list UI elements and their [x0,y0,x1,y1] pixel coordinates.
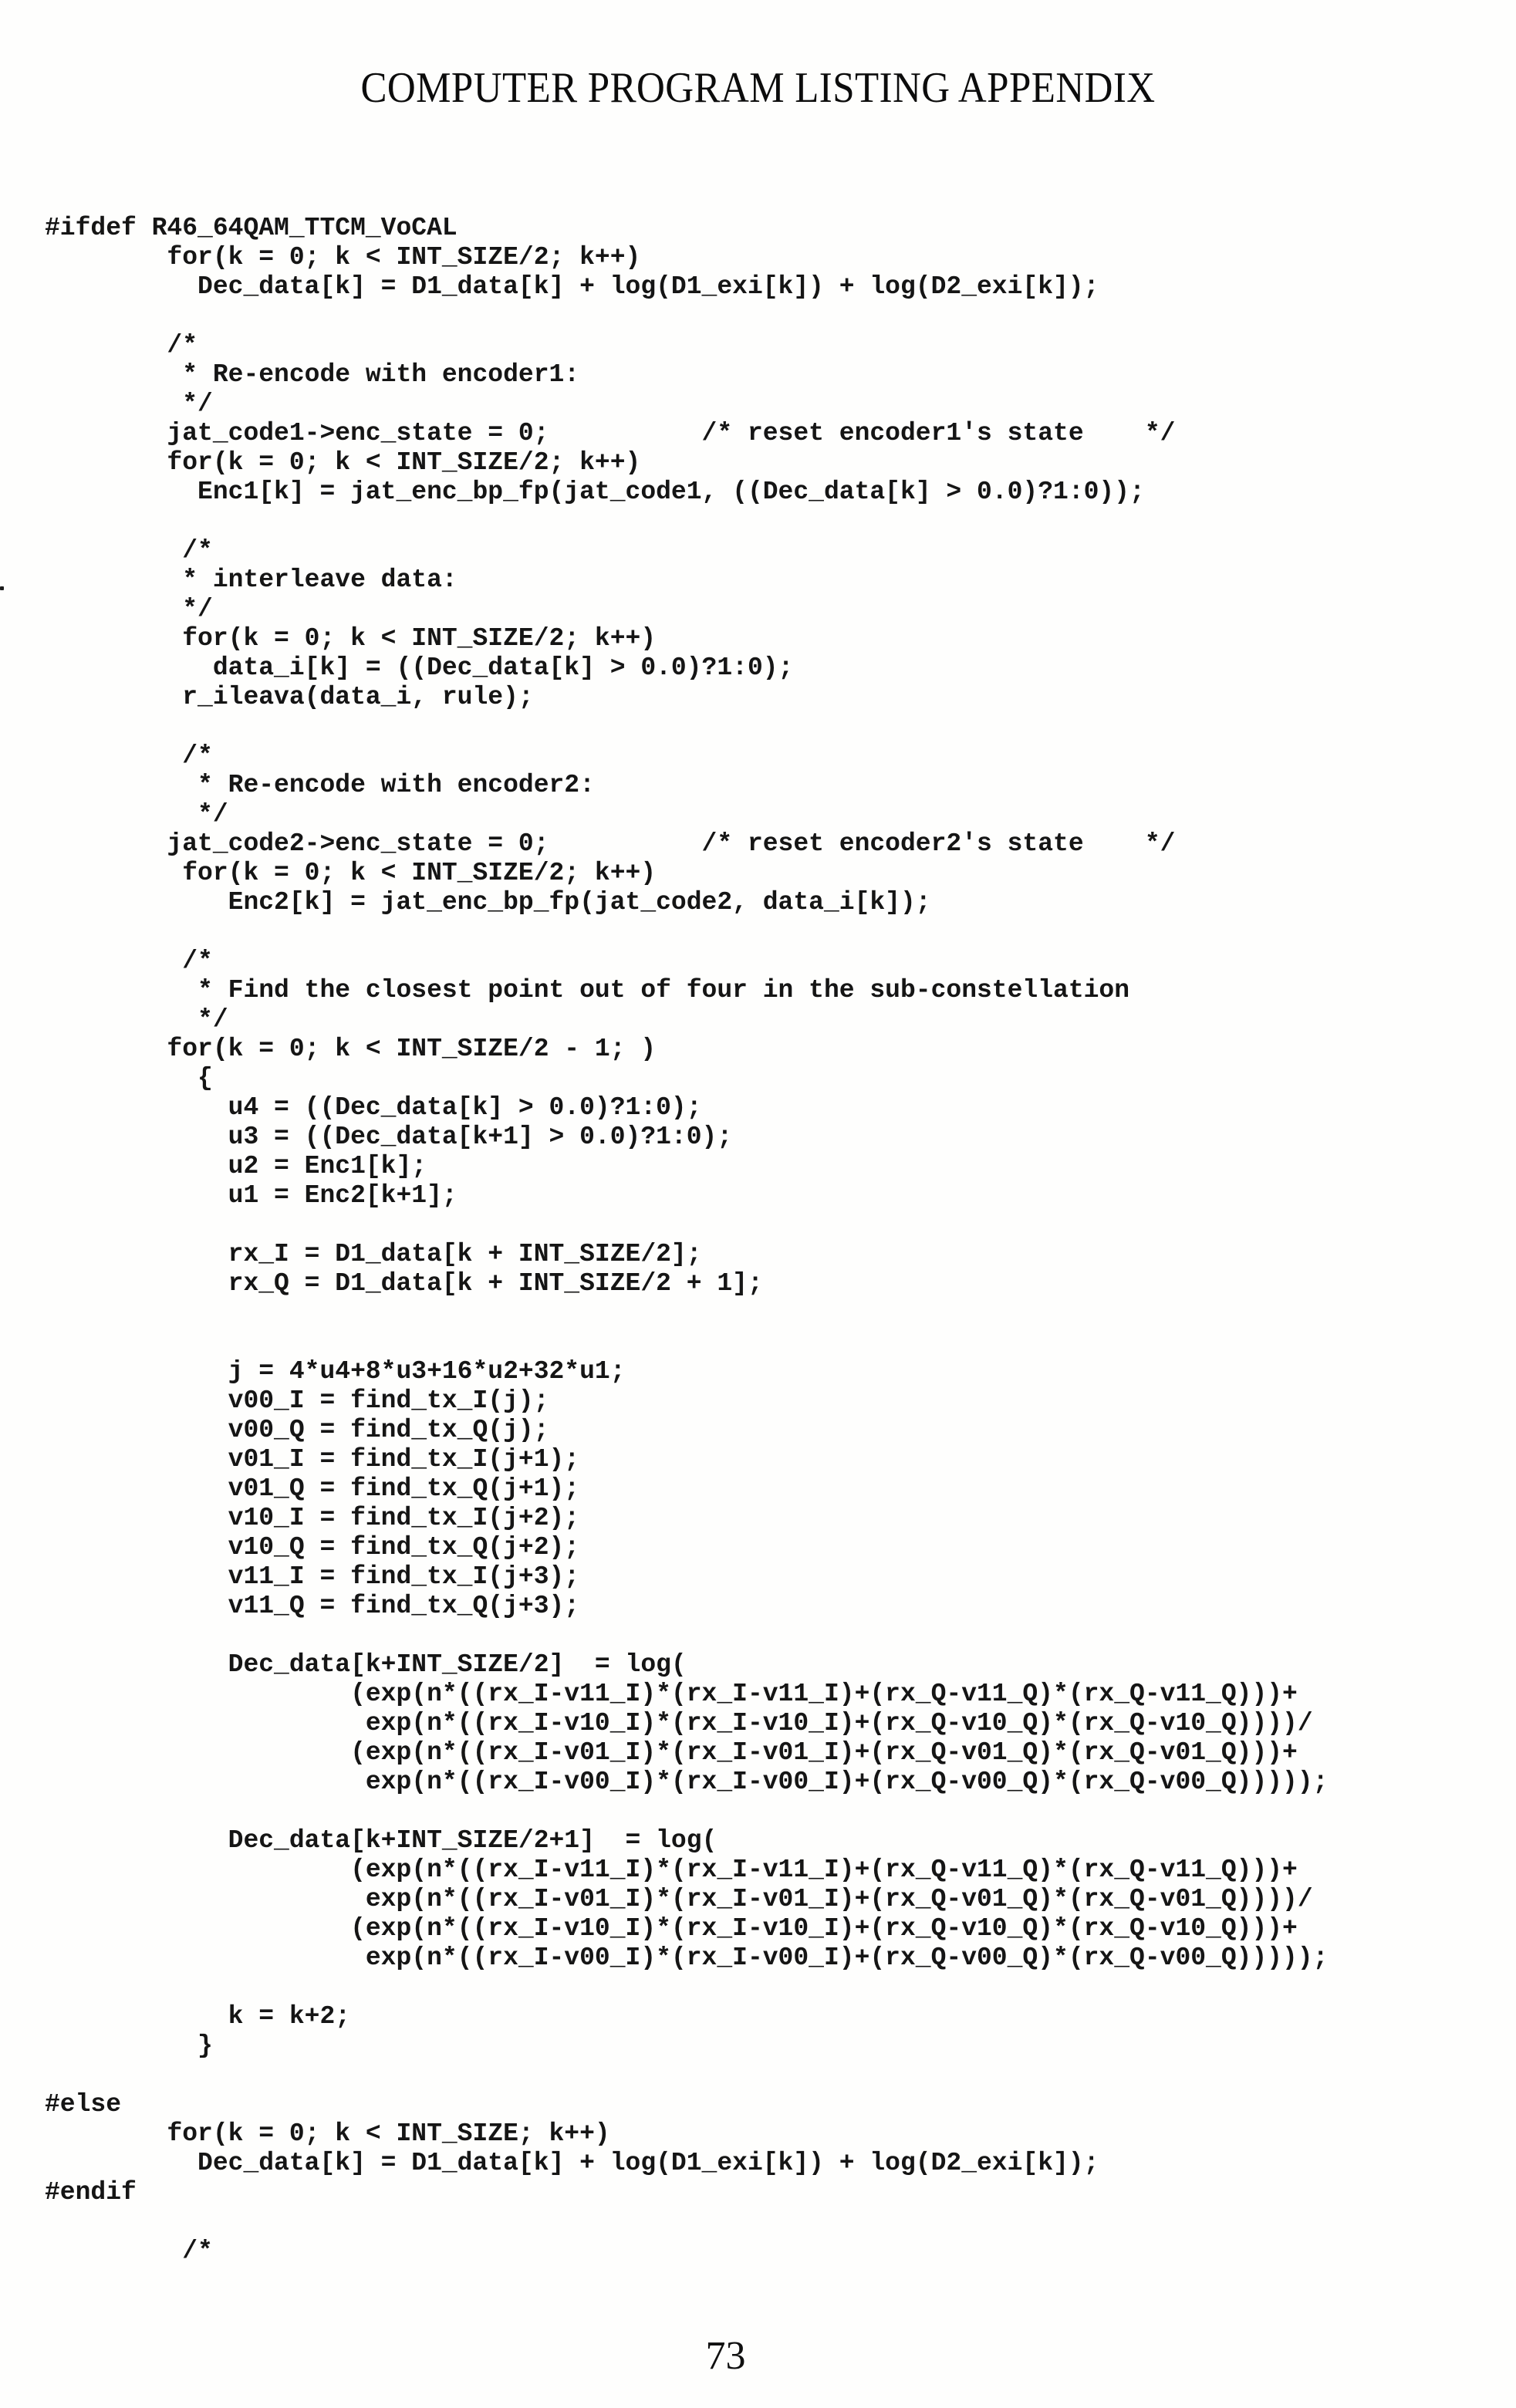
page-number: 73 [705,2334,746,2378]
scan-artifact-dot [0,586,4,590]
page-title: COMPUTER PROGRAM LISTING APPENDIX [360,64,1156,112]
code-listing: #ifdef R46_64QAM_TTCM_VoCAL for(k = 0; k < INT_SIZE/2; k++) Dec_data[k] = D1_data[k] + log(D1_exi[k]) + log(D2_exi[k]); /* * Re-encode with encoder1: */ jat_code1->enc_state = 0; /* reset encoder1's state */ for(k = 0; k < INT_SIZE/2; k++) Enc1[k] = jat_enc_bp_fp(jat_code1, ((Dec_data[k] > 0.0)?1:0)); /* * interleave data: */ for(k = 0; k < INT_SIZE/2; k++) data_i[k] = ((Dec_data[k] > 0.0)?1:0); r_ileava(data_i, rule); /* * Re-encode with encoder2: */ jat_code2->enc_state = 0; /* reset encoder2's state */ for(k = 0; k < INT_SIZE/2; k++) Enc2[k] = jat_enc_bp_fp(jat_code2, data_i[k]); /* * Find the closest point out of four in the sub-constellation */ for(k = 0; k < INT_SIZE/2 - 1; ) { u4 = ((Dec_data[k] > 0.0)?1:0); u3 = ((Dec_data[k+1] > 0.0)?1:0); u2 = Enc1[k]; u1 = Enc2[k+1]; rx_I = D1_data[k + INT_SIZE/2]; rx_Q = D1_data[k + INT_SIZE/2 + 1]; j = 4*u4+8*u3+16*u2+32*u1; v00_I = find_tx_I(j); v00_Q = find_tx_Q(j); v01_I = find_tx_I(j+1); v01_Q = find_tx_Q(j+1); v10_I = find_tx_I(j+2); v10_Q = find_tx_Q(j+2); v11_I = find_tx_I(j+3); v11_Q = find_tx_Q(j+3); Dec_data[k+INT_SIZE/2] = log( (exp(n*((rx_I-v11_I)*(rx_I-v11_I)+(rx_Q-v11_Q)*(rx_Q-v11_Q)))+ exp(n*((rx_I-v10_I)*(rx_I-v10_I)+(rx_Q-v10_Q)*(rx_Q-v10_Q))))/ (exp(n*((rx_I-v01_I)*(rx_I-v01_I)+(rx_Q-v01_Q)*(rx_Q-v01_Q)))+ exp(n*((rx_I-v00_I)*(rx_I-v00_I)+(rx_Q-v00_Q)*(rx_Q-v00_Q))))); Dec_data[k+INT_SIZE/2+1] = log( (exp(n*((rx_I-v11_I)*(rx_I-v11_I)+(rx_Q-v11_Q)*(rx_Q-v11_Q)))+ exp(n*((rx_I-v01_I)*(rx_I-v01_I)+(rx_Q-v01_Q)*(rx_Q-v01_Q))))/ (exp(n*((rx_I-v10_I)*(rx_I-v10_I)+(rx_Q-v10_Q)*(rx_Q-v10_Q)))+ exp(n*((rx_I-v00_I)*(rx_I-v00_I)+(rx_Q-v00_Q)*(rx_Q-v00_Q))))); k = k+2; } #else for(k = 0; k < INT_SIZE; k++) Dec_data[k] = D1_data[k] + log(D1_exi[k]) + log(D2_exi[k]); #endif /* [45,214,1329,2265]
